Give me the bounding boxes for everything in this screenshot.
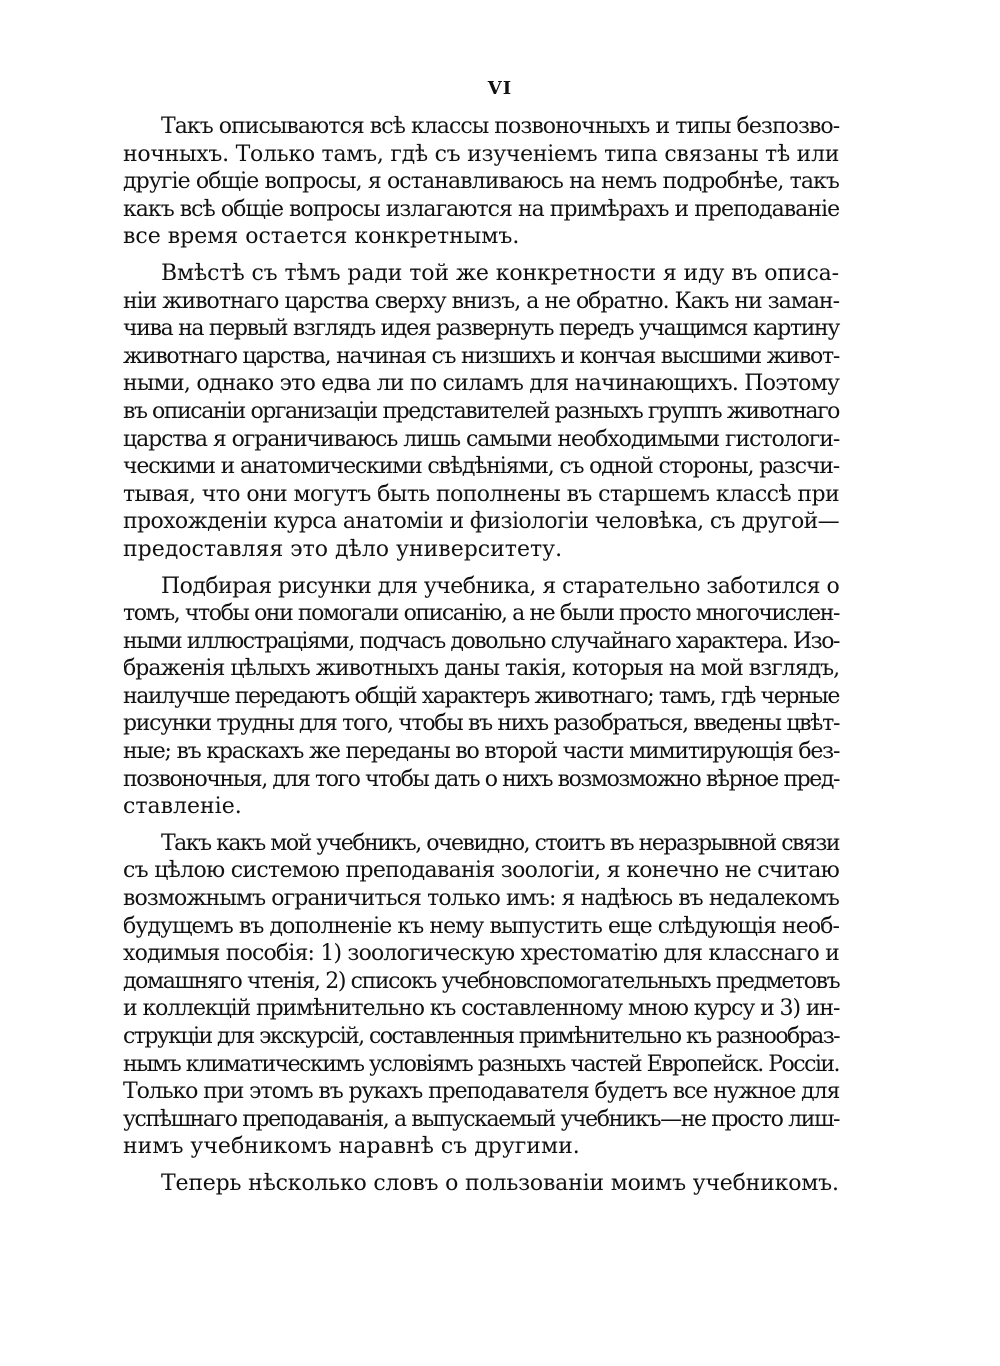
paragraph [123,260,839,564]
text-line: нымъ климатическимъ условіямъ разныхъ частей Европейск. Россіи. [123,1051,840,1077]
text-line: прохожденіи курса анатоміи и физіологіи человѣка, съ другой— [123,509,839,535]
text-line: какъ всѣ общіе вопросы излагаются на примѣрахъ и преподаваніе [123,196,840,222]
text-line: все время остается конкретнымъ. [123,224,520,250]
text-line: Теперь нѣсколько словъ о пользованіи моимъ учебникомъ. [161,1170,839,1196]
text-line: чива на первый взглядъ идея развернуть передъ учащимся картину [123,316,839,342]
paragraph [123,830,839,1161]
text-line: ставленіе. [123,794,242,820]
text-line: въ описаніи организаціи представителей разныхъ группъ животнаго [123,398,839,424]
text-line: животнаго царства, начиная съ низшихъ и кончая высшими живот- [123,343,839,369]
text-line: браженія цѣлыхъ животныхъ даны такія, которыя на мой взглядъ, [123,656,840,682]
text-line: возможнымъ ограничиться только имъ: я надѣюсь въ недалекомъ [123,886,839,912]
text-line: съ цѣлою системою преподаванія зоологіи, я конечно не считаю [123,858,840,884]
text-line: ными иллюстраціями, подчасъ довольно случайнаго характера. Изо- [123,628,840,654]
text-line: рисунки трудны для того, чтобы въ нихъ разобраться, введены цвѣт- [123,711,840,737]
text-line: будущемъ въ дополненіе къ нему выпустить еще слѣдующія необ- [123,913,839,939]
text-line: позвоночныя, для того чтобы дать о нихъ возмозможно вѣрное пред- [123,766,839,792]
paragraph [123,113,839,251]
text-line: тывая, что они могутъ быть пополнены въ старшемъ классѣ при [123,481,839,507]
text-line: томъ, чтобы они помогали описанію, а не были просто многочислен- [123,601,839,627]
paragraph [123,573,839,821]
body-text [123,113,839,1207]
text-line: Вмѣстѣ съ тѣмъ ради той же конкретности я иду въ описа- [161,260,839,286]
page-number: VI [487,78,513,99]
text-line: другіе общіе вопросы, я останавливаюсь на немъ подробнѣе, такъ [123,169,839,195]
text-line: и коллекцій примѣнительно къ составленному мною курсу и 3) ин- [123,996,840,1022]
text-line: ными, однако это едва ли по силамъ для начинающихъ. Поэтому [123,371,840,397]
text-line: предоставляя это дѣло университету. [123,536,563,562]
text-line: Подбирая рисунки для учебника, я старательно заботился о [161,573,840,599]
text-line: царства я ограничиваюсь лишь самыми необходимыми гистологи- [123,426,840,452]
paragraph [123,1170,839,1198]
text-line: струкціи для экскурсій, составленныя примѣнительно къ разнообраз- [123,1024,840,1049]
text-line: нимъ учебникомъ наравнѣ съ другими. [123,1134,580,1160]
text-line: наилучше передаютъ общій характеръ животнаго; тамъ, гдѣ черные [123,683,839,709]
text-line: ческими и анатомическими свѣдѣніями, съ одной стороны, разсчи- [123,454,839,480]
text-line: Только при этомъ въ рукахъ преподавателя будетъ все нужное для [123,1079,840,1105]
text-line: домашняго чтенія, 2) списокъ учебновспомогательныхъ предметовъ [123,968,840,994]
text-line: ные; въ краскахъ же переданы во второй части мимитирующія без- [123,739,840,765]
text-line: ночныхъ. Только тамъ, гдѣ съ изученіемъ типа связаны тѣ или [123,141,840,167]
text-line: ходимыя пособія: 1) зоологическую хрестоматію для класснаго и [123,941,839,967]
text-line: успѣшнаго преподаванія, а выпускаемый учебникъ—не просто лиш- [123,1106,840,1132]
text-line: Такъ какъ мой учебникъ, очевидно, стоитъ въ неразрывной связи [161,830,839,856]
text-line: Такъ описываются всѣ классы позвоночныхъ и типы безпозво- [161,114,840,139]
text-line: ніи животнаго царства сверху внизъ, а не обратно. Какъ ни заман- [123,288,839,314]
